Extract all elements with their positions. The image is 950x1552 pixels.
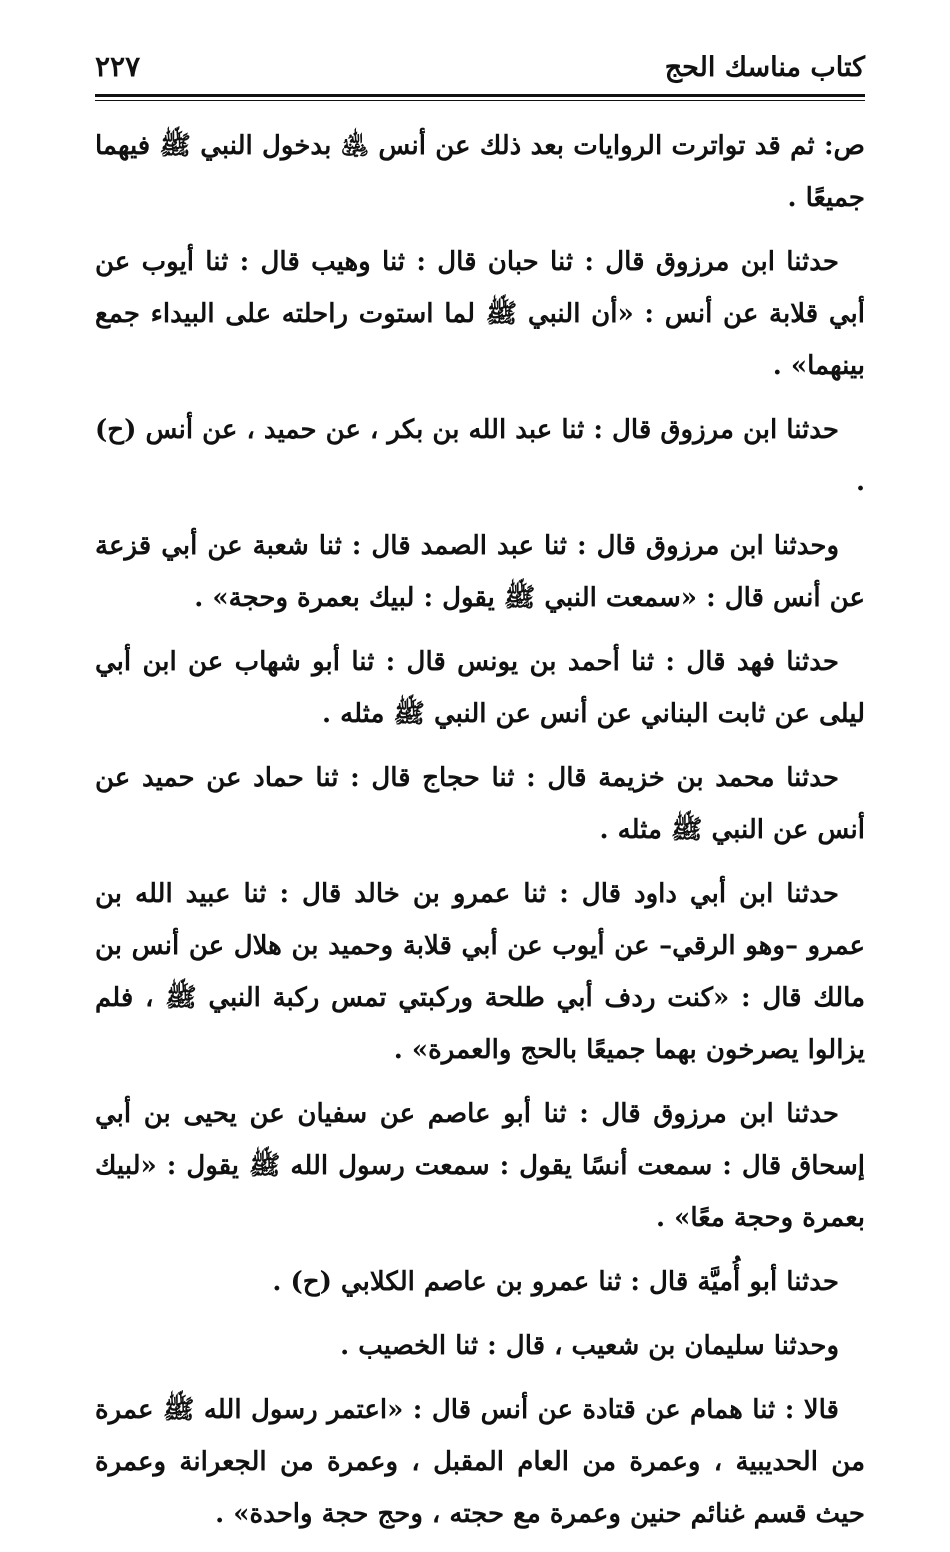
header-rule-thick bbox=[95, 94, 865, 97]
page-number: ٢٢٧ bbox=[95, 50, 141, 83]
header-rule-thin bbox=[95, 100, 865, 101]
paragraph-9: حدثنا أبو أُميَّة قال : ثنا عمرو بن عاصم الكلابي (ح) . bbox=[272, 1267, 839, 1297]
page-header bbox=[95, 44, 865, 90]
paragraph-2: حدثنا ابن مرزوق قال : ثنا حبان قال : ثنا وهيب قال : ثنا أيوب عن أبي قلابة عن أنس : «أن النبي ﷺ لما استوت راحلته على البيداء جمع بينهما» . bbox=[95, 247, 865, 381]
paragraph-8: حدثنا ابن مرزوق قال : ثنا أبو عاصم عن سفيان عن يحيى بن أبي إسحاق قال : سمعت أنسًا يقول : سمعت رسول الله ﷺ يقول : «لبيك بعمرة وحجة معًا» . bbox=[95, 1099, 865, 1233]
paragraph-3: حدثنا ابن مرزوق قال : ثنا عبد الله بن بكر ، عن حميد ، عن أنس (ح) . bbox=[95, 415, 865, 497]
paragraph-6: حدثنا محمد بن خزيمة قال : ثنا حجاج قال : ثنا حماد عن حميد عن أنس عن النبي ﷺ مثله . bbox=[95, 763, 865, 845]
page-body bbox=[95, 120, 865, 1552]
paragraph-5: حدثنا فهد قال : ثنا أحمد بن يونس قال : ثنا أبو شهاب عن ابن أبي ليلى عن ثابت البناني عن أنس عن النبي ﷺ مثله . bbox=[95, 647, 865, 729]
paragraph-1: ص: ثم قد تواترت الروايات بعد ذلك عن أنس ﵁ بدخول النبي ﷺ فيهما جميعًا . bbox=[95, 131, 865, 213]
chapter-title: كتاب مناسك الحج bbox=[664, 52, 865, 83]
paragraph-11: قالا : ثنا همام عن قتادة عن أنس قال : «اعتمر رسول الله ﷺ عمرة من الحديبية ، وعمرة من العام المقبل ، وعمرة من الجعرانة وعمرة حيث قسم غنائم حنين وعمرة مع حجته ، وحج حجة واحدة» . bbox=[95, 1395, 865, 1529]
paragraph-7: حدثنا ابن أبي داود قال : ثنا عمرو بن خالد قال : ثنا عبيد الله بن عمرو –وهو الرقي– عن أيوب عن أبي قلابة وحميد بن هلال عن أنس بن مالك قال : «كنت ردف أبي طلحة وركبتي تمس ركبة النبي ﷺ ، فلم يزالوا يصرخون بهما جميعًا بالحج والعمرة» . bbox=[95, 879, 865, 1065]
paragraph-10: وحدثنا سليمان بن شعيب ، قال : ثنا الخصيب . bbox=[340, 1331, 839, 1361]
paragraph-4: وحدثنا ابن مرزوق قال : ثنا عبد الصمد قال : ثنا شعبة عن أبي قزعة عن أنس قال : «سمعت النبي ﷺ يقول : لبيك بعمرة وحجة» . bbox=[95, 531, 865, 613]
